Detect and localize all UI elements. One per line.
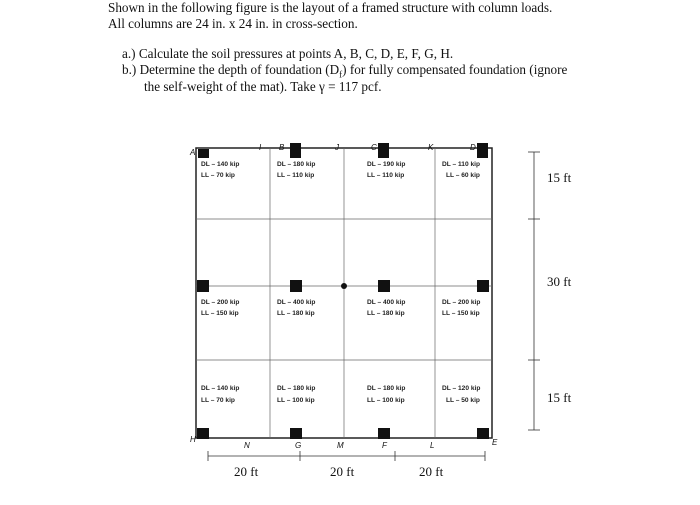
load-mid-2-ll: LL – 180 kip [277,310,315,317]
dim-label-v3: 15 ft [547,390,572,405]
column-bot-2 [290,428,302,439]
column-bot-3 [378,428,390,439]
load-top-1-dl: DL – 140 kip [201,161,240,168]
column-bot-4 [477,428,489,439]
column-mid-4 [477,280,489,292]
label-k: K [428,143,434,152]
load-top-1-ll: LL – 70 kip [201,172,235,179]
dim-label-h2: 20 ft [330,464,355,479]
label-j: J [335,143,339,152]
load-bot-2-dl: DL – 180 kip [277,385,316,392]
label-a: A [190,148,196,157]
column-top-4 [477,143,488,158]
load-bot-3-ll: LL – 100 kip [367,397,405,404]
label-e: E [492,438,498,447]
label-l: L [430,441,435,450]
load-top-3-dl: DL – 190 kip [367,161,406,168]
label-c: C [371,143,377,152]
label-n: N [244,441,250,450]
dim-label-h3: 20 ft [419,464,444,479]
load-mid-2-dl: DL – 400 kip [277,299,316,306]
label-d: D [470,143,476,152]
part-a: a.) Calculate the soil pressures at points A, B, C, D, E, F, G, H. [122,46,454,61]
load-top-4-ll: LL – 60 kip [446,172,480,179]
load-mid-4-ll: LL – 150 kip [442,310,480,317]
load-bot-1-dl: DL – 140 kip [201,385,240,392]
load-top-2-ll: LL – 110 kip [277,172,315,179]
label-g: G [295,441,302,450]
label-f: F [382,441,387,450]
load-bot-2-ll: LL – 100 kip [277,397,315,404]
dim-label-v2: 30 ft [547,274,572,289]
label-h: H [190,435,196,444]
load-bot-4-dl: DL – 120 kip [442,385,481,392]
column-top-1 [198,149,209,158]
load-bot-4-ll: LL – 50 kip [446,397,480,404]
load-top-4-dl: DL – 110 kip [442,161,480,168]
load-mid-4-dl: DL – 200 kip [442,299,481,306]
label-b: B [279,143,285,152]
label-m: M [337,441,344,450]
load-mid-3-ll: LL – 180 kip [367,310,405,317]
column-top-3 [378,143,389,158]
load-top-2-dl: DL – 180 kip [277,161,316,168]
load-mid-1-ll: LL – 150 kip [201,310,239,317]
column-bot-1 [197,428,209,439]
part-b-line-1: b.) Determine the depth of foundation $(D_f)$ for fully compensated foundation (ignore [122,62,568,80]
load-mid-1-dl: DL – 200 kip [201,299,240,306]
column-mid-3 [378,280,390,292]
dim-label-v1: 15 ft [547,170,572,185]
column-mid-1 [197,280,209,292]
center-point [341,283,347,289]
dim-label-h1: 20 ft [234,464,259,479]
intro-line-2: All columns are 24 in. x 24 in. in cross-section. [108,16,358,31]
intro-line-1: Shown in the following figure is the layout of a framed structure with column loads. [108,0,553,15]
load-top-3-ll: LL – 110 kip [367,172,405,179]
label-i: I [259,143,262,152]
column-top-2 [290,143,301,158]
load-bot-3-dl: DL – 180 kip [367,385,406,392]
part-b-line-2: the self-weight of the mat). Take γ = 117 pcf. [144,79,382,94]
load-bot-1-ll: LL – 70 kip [201,397,235,404]
load-mid-3-dl: DL – 400 kip [367,299,406,306]
column-mid-2 [290,280,302,292]
